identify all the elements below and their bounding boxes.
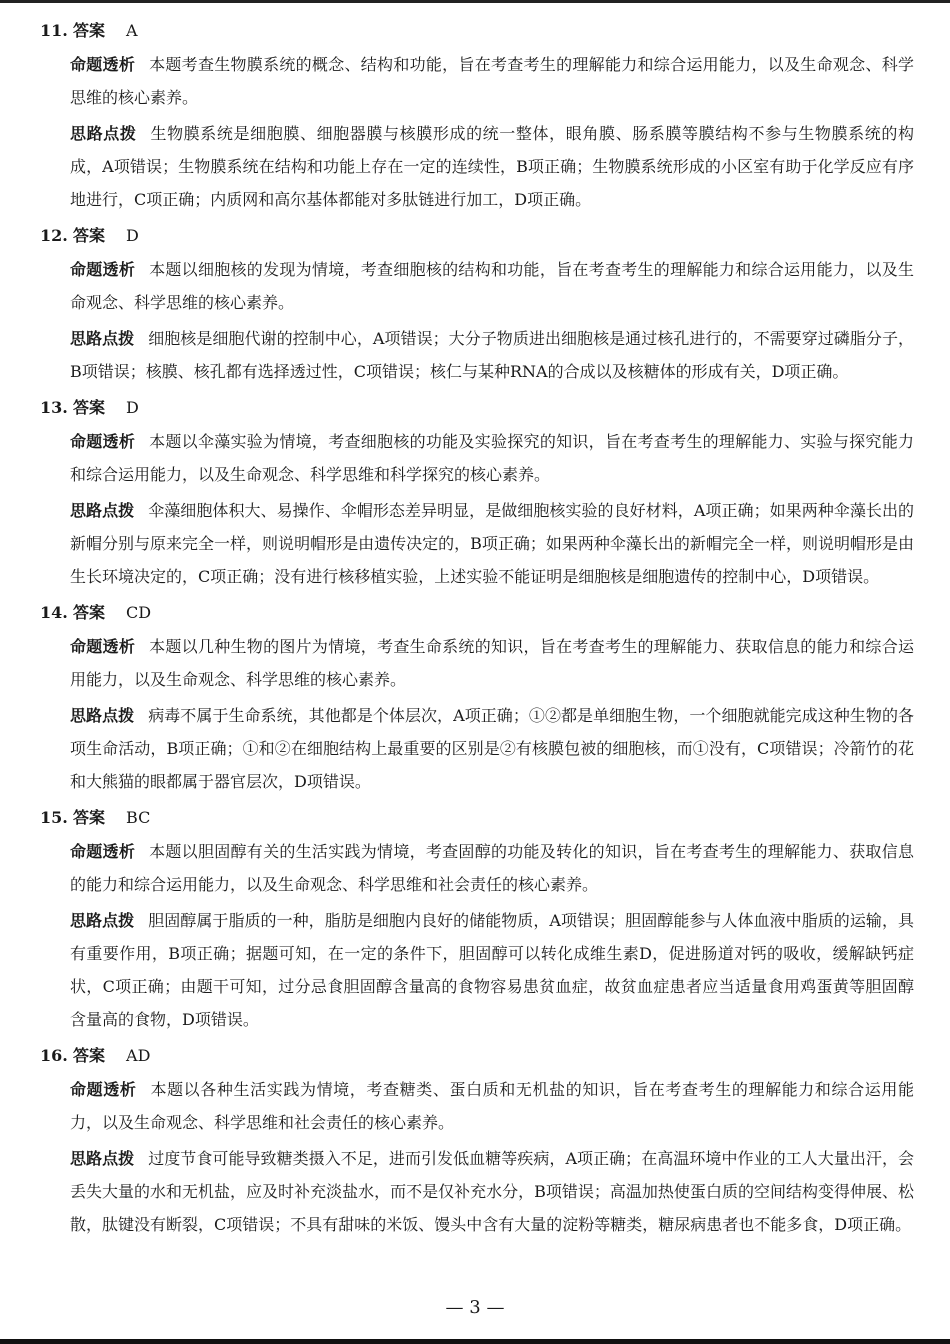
answer-value: D bbox=[126, 398, 139, 417]
hint-paragraph bbox=[40, 699, 914, 798]
hint-text: 过度节食可能导致糖类摄入不足，进而引发低血糖等疾病，A项正确；在高温环境中作业的工人大量出汗，会丢失大量的水和无机盐，应及时补充淡盐水，而不是仅补充水分，B项错误；高温加热使蛋白质的空间结构变得伸展、松散，肽键没有断裂，C项错误；不具有甜味的米饭、馒头中含有大量的淀粉等糖类，糖尿病患者也不能多食，D项正确。 bbox=[70, 1149, 914, 1234]
analysis-paragraph bbox=[40, 253, 914, 319]
analysis-paragraph bbox=[40, 48, 914, 114]
question-number: 12. bbox=[40, 226, 68, 245]
hint-label: 思路点拨 bbox=[70, 706, 135, 725]
analysis-paragraph bbox=[40, 630, 914, 696]
question-16 bbox=[40, 1039, 914, 1241]
analysis-text: 本题以几种生物的图片为情境，考查生命系统的知识，旨在考查考生的理解能力、获取信息的能力和综合运用能力，以及生命观念、科学思维的核心素养。 bbox=[70, 637, 914, 689]
analysis-paragraph bbox=[40, 425, 914, 491]
hint-label: 思路点拨 bbox=[70, 501, 135, 520]
hint-label: 思路点拨 bbox=[70, 124, 137, 143]
analysis-text: 本题以胆固醇有关的生活实践为情境，考查固醇的功能及转化的知识，旨在考查考生的理解能力、获取信息的能力和综合运用能力，以及生命观念、科学思维和社会责任的核心素养。 bbox=[70, 842, 914, 894]
answer-value: BC bbox=[126, 808, 151, 827]
answer-label: 答案 bbox=[72, 808, 105, 827]
analysis-paragraph bbox=[40, 835, 914, 901]
question-14 bbox=[40, 596, 914, 798]
analysis-label: 命题透析 bbox=[70, 1080, 137, 1099]
hint-text: 胆固醇属于脂质的一种，脂肪是细胞内良好的储能物质，A项错误；胆固醇能参与人体血液中脂质的运输，具有重要作用，B项正确；据题可知，在一定的条件下，胆固醇可以转化成维生素D，促进肠道对钙的吸收，缓解缺钙症状，C项正确；由题干可知，过分忌食胆固醇含量高的食物容易患贫血症，故贫血症患者应当适量食用鸡蛋黄等胆固醇含量高的食物，D项错误。 bbox=[70, 911, 914, 1029]
question-15 bbox=[40, 801, 914, 1036]
analysis-text: 本题以各种生活实践为情境，考查糖类、蛋白质和无机盐的知识，旨在考查考生的理解能力和综合运用能力，以及生命观念、科学思维和社会责任的核心素养。 bbox=[70, 1080, 914, 1132]
hint-paragraph bbox=[40, 117, 914, 216]
answer-line bbox=[40, 14, 914, 48]
question-number: 13. bbox=[40, 398, 68, 417]
hint-label: 思路点拨 bbox=[70, 911, 135, 930]
analysis-text: 本题以伞藻实验为情境，考查细胞核的功能及实验探究的知识，旨在考查考生的理解能力、实验与探究能力和综合运用能力，以及生命观念、科学思维和科学探究的核心素养。 bbox=[70, 432, 914, 484]
analysis-paragraph bbox=[40, 1073, 914, 1139]
top-border bbox=[0, 0, 950, 3]
hint-label: 思路点拨 bbox=[70, 329, 135, 348]
answer-label: 答案 bbox=[72, 226, 105, 245]
hint-text: 细胞核是细胞代谢的控制中心，A项错误；大分子物质进出细胞核是通过核孔进行的，不需要穿过磷脂分子，B项错误；核膜、核孔都有选择透过性，C项错误；核仁与某种RNA的合成以及核糖体的形成有关，D项正确。 bbox=[70, 329, 914, 381]
analysis-label: 命题透析 bbox=[70, 637, 136, 656]
answer-line bbox=[40, 596, 914, 630]
answer-label: 答案 bbox=[72, 21, 105, 40]
hint-paragraph bbox=[40, 494, 914, 593]
hint-paragraph bbox=[40, 1142, 914, 1241]
answer-line bbox=[40, 391, 914, 425]
analysis-label: 命题透析 bbox=[70, 842, 136, 861]
hint-paragraph bbox=[40, 322, 914, 388]
answer-value: D bbox=[126, 226, 139, 245]
answer-label: 答案 bbox=[72, 603, 105, 622]
question-number: 14. bbox=[40, 603, 68, 622]
hint-text: 伞藻细胞体积大、易操作、伞帽形态差异明显，是做细胞核实验的良好材料，A项正确；如果两种伞藻长出的新帽分别与原来完全一样，则说明帽形是由遗传决定的，B项正确；如果两种伞藻长出的新帽完全一样，则说明帽形是由生长环境决定的，C项正确；没有进行核移植实验，上述实验不能证明是细胞核是细胞遗传的控制中心，D项错误。 bbox=[70, 501, 914, 586]
analysis-text: 本题考查生物膜系统的概念、结构和功能，旨在考查考生的理解能力和综合运用能力，以及生命观念、科学思维的核心素养。 bbox=[70, 55, 914, 107]
answer-value: CD bbox=[126, 603, 152, 622]
analysis-text: 本题以细胞核的发现为情境，考查细胞核的结构和功能，旨在考查考生的理解能力和综合运用能力，以及生命观念、科学思维的核心素养。 bbox=[70, 260, 914, 312]
hint-paragraph bbox=[40, 904, 914, 1036]
answer-value: AD bbox=[126, 1046, 151, 1065]
question-number: 11. bbox=[40, 21, 68, 40]
analysis-label: 命题透析 bbox=[70, 260, 136, 279]
bottom-border bbox=[0, 1339, 950, 1344]
hint-label: 思路点拨 bbox=[70, 1149, 135, 1168]
question-11 bbox=[40, 14, 914, 216]
hint-text: 病毒不属于生命系统，其他都是个体层次，A项正确；①②都是单细胞生物，一个细胞就能完成这种生物的各项生命活动，B项正确；①和②在细胞结构上最重要的区别是②有核膜包被的细胞核，而①没有，C项错误；冷箭竹的花和大熊猫的眼都属于器官层次，D项错误。 bbox=[70, 706, 914, 791]
answer-value: A bbox=[126, 21, 138, 40]
answer-line bbox=[40, 219, 914, 253]
answer-key-page bbox=[40, 14, 914, 1244]
question-12 bbox=[40, 219, 914, 388]
analysis-label: 命题透析 bbox=[70, 432, 136, 451]
question-number: 16. bbox=[40, 1046, 68, 1065]
hint-text: 生物膜系统是细胞膜、细胞器膜与核膜形成的统一整体，眼角膜、肠系膜等膜结构不参与生物膜系统的构成，A项错误；生物膜系统在结构和功能上存在一定的连续性，B项正确；生物膜系统形成的小区室有助于化学反应有序地进行，C项正确；内质网和高尔基体都能对多肽链进行加工，D项正确。 bbox=[70, 124, 914, 209]
question-number: 15. bbox=[40, 808, 68, 827]
answer-line bbox=[40, 801, 914, 835]
page-number: — 3 — bbox=[445, 1297, 505, 1318]
answer-label: 答案 bbox=[72, 1046, 105, 1065]
question-13 bbox=[40, 391, 914, 593]
answer-label: 答案 bbox=[72, 398, 105, 417]
answer-line bbox=[40, 1039, 914, 1073]
analysis-label: 命题透析 bbox=[70, 55, 136, 74]
